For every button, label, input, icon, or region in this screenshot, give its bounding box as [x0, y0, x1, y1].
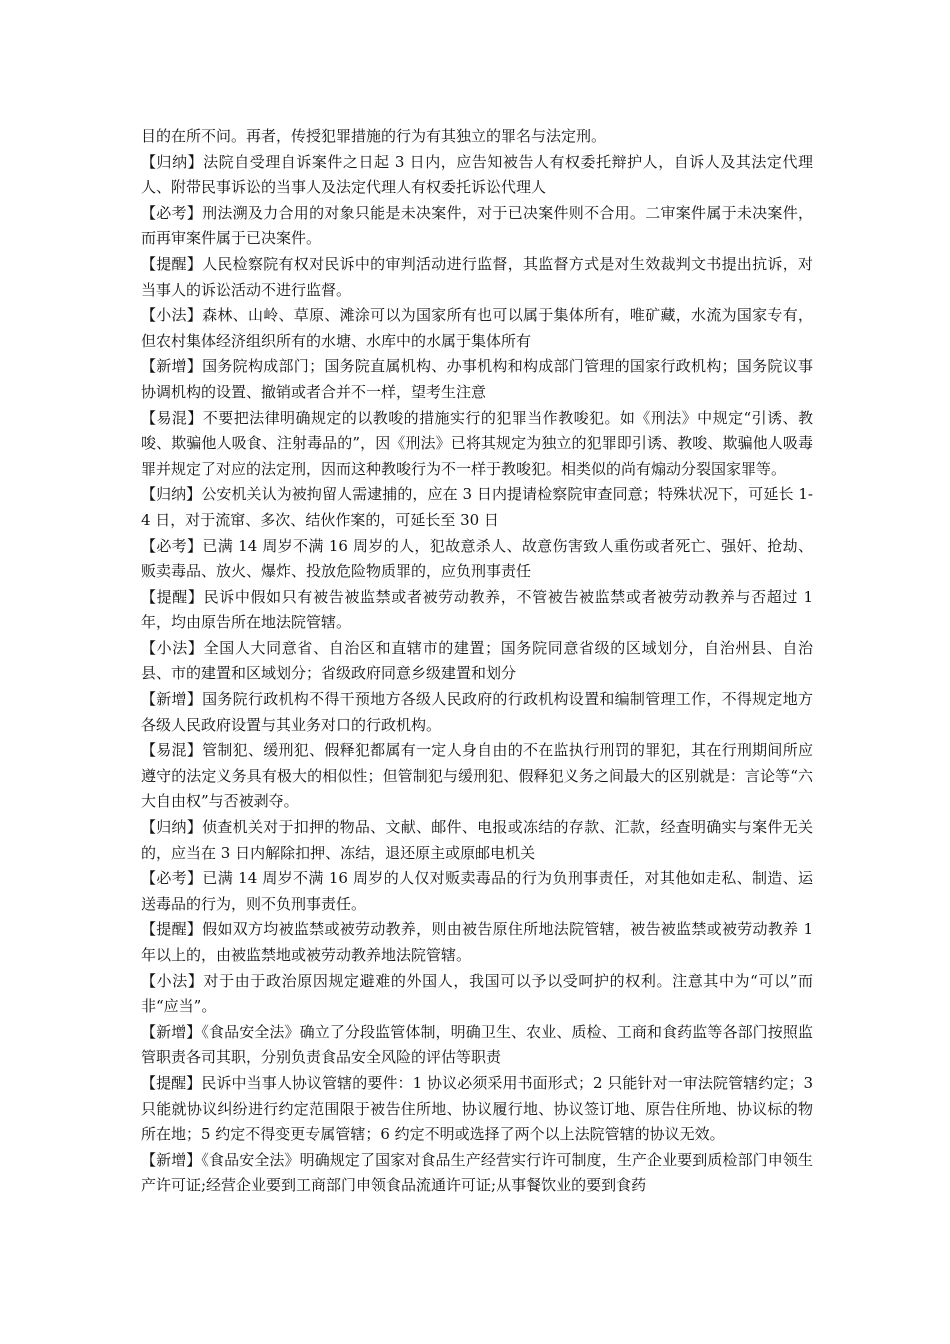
paragraph: 【小法】对于由于政治原因规定避难的外国人，我国可以予以受呵护的权利。注意其中为“可以”而非“应当”。: [141, 971, 813, 1016]
paragraph: 【必考】刑法溯及力合用的对象只能是未决案件，对于已决案件则不合用。二审案件属于未决案件，而再审案件属于已决案件。: [141, 203, 813, 248]
paragraph: 【新增】国务院行政机构不得干预地方各级人民政府的行政机构设置和编制管理工作，不得规定地方各级人民政府设置与其业务对口的行政机构。: [141, 690, 813, 734]
paragraph: 【必考】已满 14 周岁不满 16 周岁的人仅对贩卖毒品的行为负刑事责任，对其他如走私、制造、运送毒品的行为，则不负刑事责任。: [141, 869, 813, 913]
paragraph: 【新增】《食品安全法》确立了分段监管体制，明确卫生、农业、质检、工商和食药监等各部门按照监管职责各司其职，分别负责食品安全风险的评估等职责: [141, 1022, 813, 1067]
paragraph: 【新增】国务院构成部门；国务院直属机构、办事机构和构成部门管理的国家行政机构；国务院议事协调机构的设置、撤销或者合并不一样，望考生注意: [141, 357, 813, 401]
paragraph: 【提醒】民诉中当事人协议管辖的要件：1 协议必须采用书面形式；2 只能针对一审法院管辖约定；3 只能就协议纠纷进行约定范围限于被告住所地、协议履行地、协议签订地、原告住所地、协议标的物所在地；5 约定不得变更专属管辖；6 约定不明或选择了两个以上法院管辖的协议无效。: [141, 1073, 813, 1144]
paragraph: 【提醒】民诉中假如只有被告被监禁或者被劳动教养，不管被告被监禁或者被劳动教养与否超过 1 年，均由原告所在地法院管辖。: [141, 587, 813, 632]
paragraph: 【归纳】法院自受理自诉案件之日起 3 日内，应告知被告人有权委托辩护人，自诉人及其法定代理人、附带民事诉讼的当事人及法定代理人有权委托诉讼代理人: [141, 152, 813, 197]
paragraph: 【必考】已满 14 周岁不满 16 周岁的人，犯故意杀人、故意伤害致人重伤或者死亡、强奸、抢劫、贩卖毒品、放火、爆炸、投放危险物质罪的，应负刑事责任: [141, 536, 813, 581]
paragraph: 【新增】《食品安全法》明确规定了国家对食品生产经营实行许可制度，生产企业要到质检部门申领生产许可证;经营企业要到工商部门申领食品流通许可证;从事餐饮业的要到食药: [141, 1150, 813, 1195]
paragraph: 【小法】森林、山岭、草原、滩涂可以为国家所有也可以属于集体所有，唯矿藏，水流为国家专有，但农村集体经济组织所有的水塘、水库中的水属于集体所有: [141, 306, 813, 350]
paragraph: 【小法】全国人大同意省、自治区和直辖市的建置；国务院同意省级的区域划分，自治州县、自治县、市的建置和区域划分；省级政府同意乡级建置和划分: [141, 638, 813, 683]
paragraph: 【归纳】公安机关认为被拘留人需逮捕的，应在 3 日内提请检察院审查同意；特殊状况下，可延长 1-4 日，对于流窜、多次、结伙作案的，可延长至 30 日: [141, 485, 813, 529]
document-body: [141, 124, 813, 1199]
paragraph: 目的在所不问。再者，传授犯罪措施的行为有其独立的罪名与法定刑。: [141, 127, 607, 145]
paragraph: 【归纳】侦查机关对于扣押的物品、文献、邮件、电报或冻结的存款、汇款，经查明确实与案件无关的，应当在 3 日内解除扣押、冻结，退还原主或原邮电机关: [141, 818, 813, 862]
paragraph: 【易混】管制犯、缓刑犯、假释犯都属有一定人身自由的不在监执行刑罚的罪犯，其在行刑期间所应遵守的法定义务具有极大的相似性；但管制犯与缓刑犯、假释犯义务之间最大的区别就是：言论等“六大自由权”与否被剥夺。: [141, 741, 813, 811]
paragraph: 【提醒】人民检察院有权对民诉中的审判活动进行监督，其监督方式是对生效裁判文书提出抗诉，对当事人的诉讼活动不进行监督。: [141, 254, 813, 299]
paragraph: 【提醒】假如双方均被监禁或被劳动教养，则由被告原住所地法院管辖，被告被监禁或被劳动教养 1 年以上的，由被监禁地或被劳动教养地法院管辖。: [141, 920, 813, 964]
paragraph: 【易混】不要把法律明确规定的以教唆的措施实行的犯罪当作教唆犯。如《刑法》中规定“引诱、教唆、欺骗他人吸食、注射毒品的”，因《刑法》已将其规定为独立的犯罪即引诱、教唆、欺骗他人吸毒罪并规定了对应的法定刑，因而这种教唆行为不一样于教唆犯。相类似的尚有煽动分裂国家罪等。: [141, 408, 813, 478]
